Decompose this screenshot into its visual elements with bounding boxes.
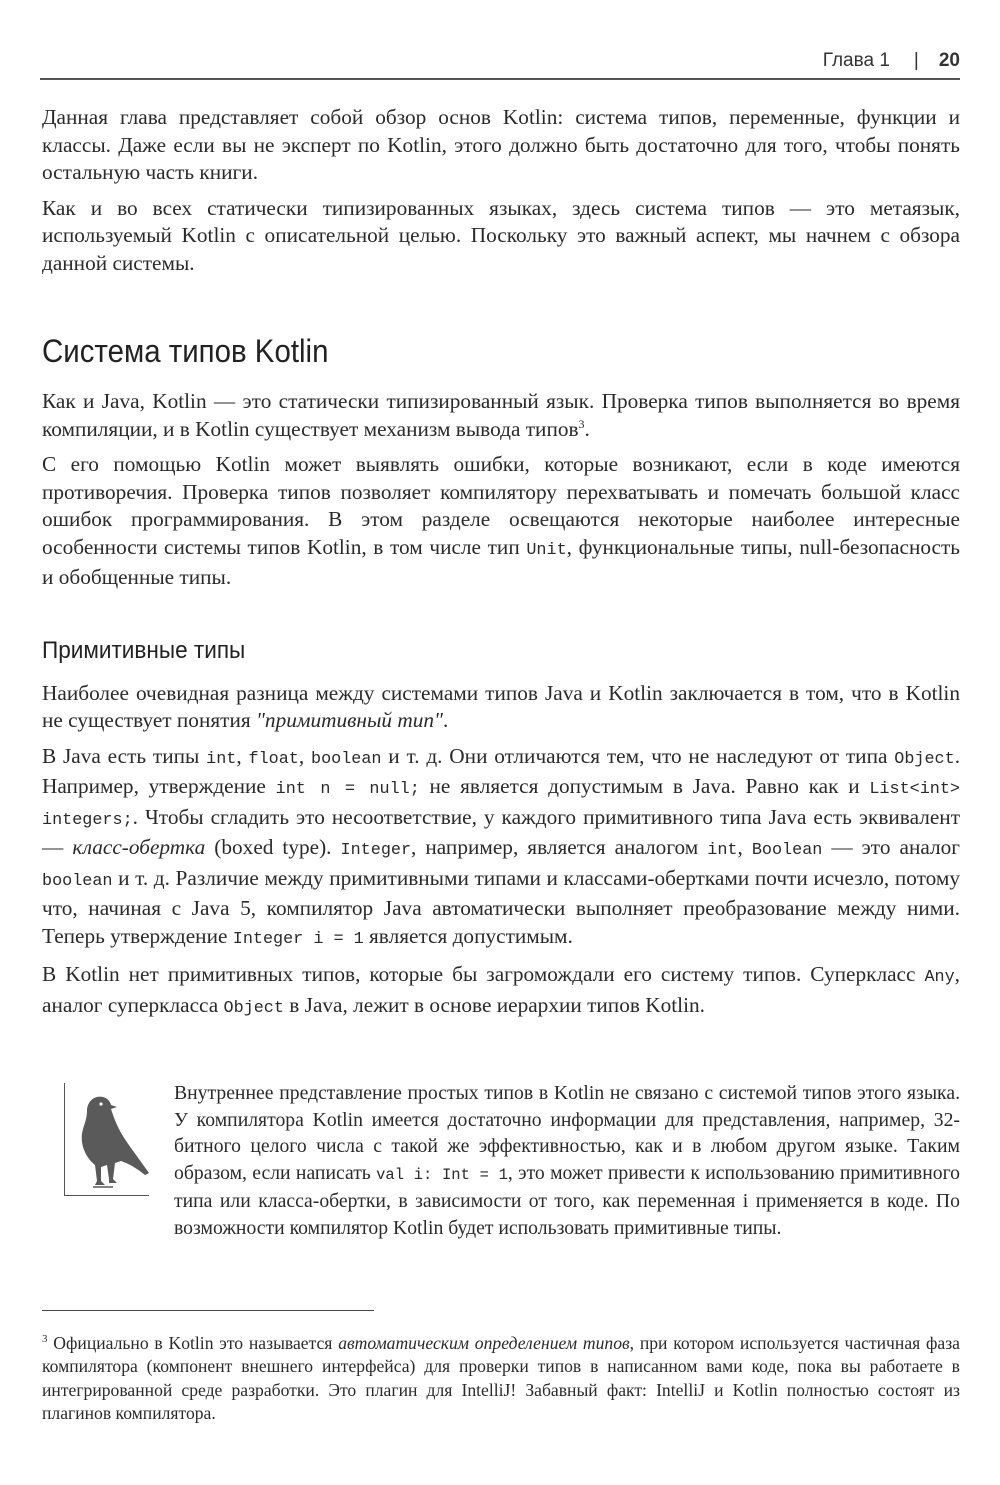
text-run: , [298, 743, 311, 768]
text-run: , функциональные типы, null-безопасность и обобщенные типы. [42, 534, 960, 589]
text-run: и т. д. Различие между примитивными типами и классами-обертками почти исчезло, потому что, начиная с Java 5, компилятор Java автоматически выполняет преобразование между ними. Теперь утверждение [42, 865, 960, 948]
inline-code: Boolean [751, 841, 823, 860]
note-text [174, 1080, 960, 1241]
main-content [42, 104, 960, 1022]
chapter-label: Глава 1 [822, 50, 890, 71]
text-run: (boxed type). [205, 835, 341, 859]
inline-code: Integer i = 1 [232, 929, 364, 949]
crow-icon [64, 1083, 149, 1196]
footnote-divider [42, 1310, 374, 1311]
inline-code: val i: Int = 1 [376, 1165, 508, 1184]
text-run: Официально в Kotlin это называется [47, 1333, 339, 1353]
inline-code: Any [924, 968, 955, 987]
text-run: и т. д. Они отличаются тем, что не наследуют от типа [381, 743, 895, 768]
text-run: Наиболее очевидная разница между системами типов Java и Kotlin заключается в том, что в Kotlin не существует понятия [42, 680, 960, 732]
inline-code: int [206, 749, 237, 769]
inline-code: Integer [340, 841, 412, 860]
section-heading-type-system: Система типов Kotlin [42, 333, 329, 369]
intro-paragraph-2: Как и во всех статически типизированных языках, здесь система типов — это метаязык, используемый Kotlin с описательной целью. Поскольку это важный аспект, мы начнем с обзора данной системы. [42, 195, 960, 275]
text-run: В Kotlin нет примитивных типов, которые бы загромождали его систему типов. Суперкласс [42, 962, 925, 986]
text-run: С его помощью Kotlin может выявлять ошибки, которые возникают, если в коде имеются противоречия. Проверка типов позволяет компилятору перехватывать и помечать большой класс ошибок программирования. В этом разделе освещаются некоторые наиболее интересные особенности системы типов Kotlin, в том числе тип [42, 452, 960, 559]
text-run: . [442, 708, 449, 732]
inline-code: Object [223, 998, 284, 1018]
inline-code: int [707, 841, 738, 860]
page-number: 20 [938, 50, 960, 71]
text-run: Как и Java, Kotlin — это статически типизированный язык. Проверка типов выполняется во время компиляции, и в Kotlin существует механизм вывода типов [42, 389, 960, 441]
text-run: . Например, утверждение [42, 743, 961, 798]
running-header [40, 50, 960, 80]
text-run: , [236, 743, 249, 768]
header-separator: | [913, 50, 919, 71]
subsection-heading-primitive-types: Примитивные типы [42, 636, 246, 664]
footnote-ref[interactable]: 3 [578, 416, 585, 431]
note-paragraph [174, 1080, 960, 1241]
note-box [42, 1080, 960, 1280]
primitive-paragraph-2 [42, 743, 960, 954]
text-run: . [584, 416, 590, 441]
inline-code: boolean [42, 871, 113, 891]
type-system-paragraph-1 [42, 388, 960, 443]
footnote-number: 3 [42, 1333, 48, 1346]
footnote [42, 1332, 960, 1425]
inline-code: int n = null; [275, 780, 420, 799]
text-run: , например, является аналогом [411, 835, 708, 859]
text-run: Внутреннее представление простых типов в Kotlin не связано с системой типов этого языка. У компилятора Kotlin имеется достаточно информации для представления, например, 32-битного целого числа с такой же эффективностью, как и в любом другом языке. Таким образом, если написать [174, 1082, 960, 1184]
primitive-paragraph-3 [42, 961, 960, 1022]
text-run: — это аналог [822, 835, 960, 859]
text-run: , это может привести к использованию примитивного типа или класса-обертки, в зависимости от того, как переменная i применяется в коде. По возможности компилятор Kotlin будет использовать примитивные типы. [174, 1161, 960, 1239]
type-system-paragraph-2 [42, 451, 960, 592]
primitive-paragraph-1 [42, 680, 960, 735]
text-run: , [737, 835, 752, 859]
inline-code: List<int> integers; [42, 780, 960, 830]
text-run: не является допустимым в Java. Равно как и [419, 774, 870, 798]
text-run: в Java, лежит в основе иерархии типов Kotlin. [283, 992, 705, 1017]
footnote-paragraph [42, 1332, 960, 1425]
emphasis: автоматическим определением типов [338, 1333, 630, 1353]
inline-code: Unit [526, 540, 567, 560]
crow-icon-graphic [65, 1083, 149, 1195]
text-run: В Java есть типы [42, 743, 207, 768]
intro-paragraph-1: Данная глава представляет собой обзор основ Kotlin: система типов, переменные, функции и классы. Даже если вы не эксперт по Kotlin, этого должно быть достаточно для того, чтобы понять остальную часть книги. [42, 105, 960, 184]
inline-code: boolean [311, 749, 382, 769]
emphasis: класс-обертка [72, 835, 206, 859]
text-run: . Чтобы сгладить это несоответствие, у каждого примитивного типа Java есть эквивалент — [42, 804, 960, 859]
emphasis: "примитивный тип" [255, 708, 443, 732]
text-run: , при котором используется частичная фаза компилятора (компонент внешнего интерфейса) для проверки типов в написанном вами коде, пока вы работаете в интегрированной среде разработки. Это плагин для IntelliJ! Забавный факт: IntelliJ и Kotlin полностью состоят из плагинов компилятора. [42, 1333, 960, 1423]
text-run: является допустимым. [363, 923, 573, 948]
inline-code: Object [894, 749, 955, 769]
text-run: , аналог суперкласса [42, 962, 960, 1017]
inline-code: float [248, 749, 299, 769]
